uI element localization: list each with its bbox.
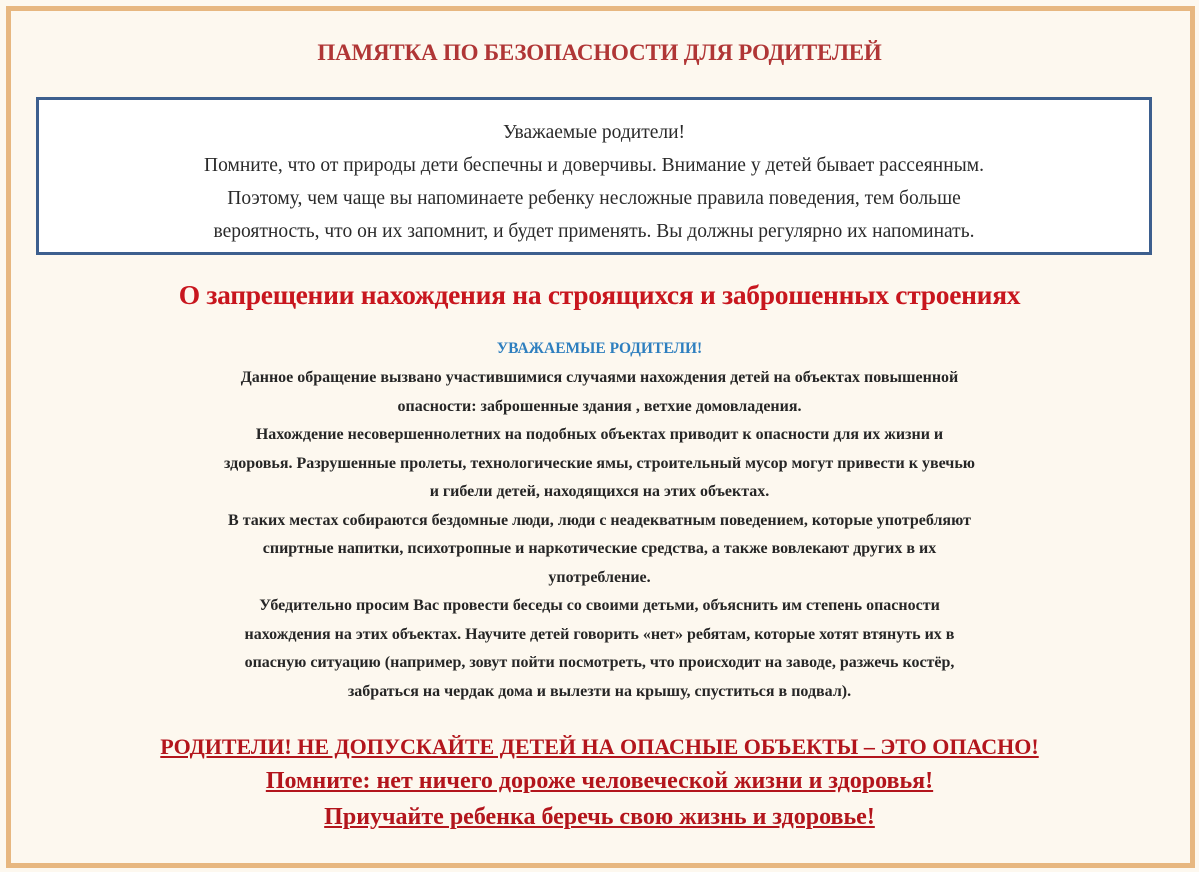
- body-line: Данное обращение вызвано участившимися случаями нахождения детей на объектах повышенной: [240, 369, 959, 386]
- section-title: О запрещении нахождения на строящихся и заброшенных строениях: [178, 279, 1021, 310]
- section-body: [0, 364, 1199, 706]
- body-line: забраться на чердак дома и вылезти на крышу, спуститься в подвал).: [347, 682, 852, 700]
- body-line: и гибели детей, находящихся на этих объектах.: [429, 483, 770, 500]
- body-line: опасности: заброшенные здания , ветхие домовладения.: [397, 397, 802, 415]
- body-line: здоровья. Разрушенные пролеты, технологические ямы, строительный мусор могут привести к увечью: [223, 454, 976, 472]
- intro-line: вероятность, что он их запомнит, и будет применять. Вы должны регулярно их напоминать.: [213, 221, 975, 242]
- warning-banner: РОДИТЕЛИ! НЕ ДОПУСКАЙТЕ ДЕТЕЙ НА ОПАСНЫЕ ОБЪЕКТЫ – ЭТО ОПАСНО!: [160, 734, 1039, 759]
- body-line: нахождения на этих объектах. Научите детей говорить «нет» ребятам, которые хотят втянуть их в: [244, 625, 955, 643]
- intro-line: Поэтому, чем чаще вы напоминаете ребенку несложные правила поведения, тем больше: [227, 188, 961, 209]
- body-line: Убедительно просим Вас провести беседы со своими детьми, объяснить им степень опасности: [259, 597, 940, 614]
- warning-advice: Приучайте ребенка беречь свою жизнь и здоровье!: [324, 804, 875, 830]
- page-title: ПАМЯТКА ПО БЕЗОПАСНОСТИ ДЛЯ РОДИТЕЛЕЙ: [317, 40, 882, 65]
- intro-greeting: Уважаемые родители!: [502, 122, 686, 143]
- intro-line: Помните, что от природы дети беспечны и доверчивы. Внимание у детей бывает рассеянным.: [204, 155, 984, 176]
- section-subheading: УВАЖАЕМЫЕ РОДИТЕЛИ!: [496, 340, 703, 357]
- intro-box: [36, 97, 1152, 255]
- body-line: Нахождение несовершеннолетних на подобных объектах приводит к опасности для их жизни и: [255, 426, 944, 443]
- body-line: спиртные напитки, психотропные и наркотические средства, а также вовлекают других в их: [262, 540, 937, 557]
- body-line: употребление.: [548, 568, 651, 586]
- body-line: В таких местах собираются бездомные люди, люди с неадекватным поведением, которые употребляют: [228, 511, 971, 529]
- body-line: опасную ситуацию (например, зовут пойти посмотреть, что происходит на заводе, разжечь костёр,: [244, 654, 955, 671]
- warning-reminder: Помните: нет ничего дороже человеческой жизни и здоровья!: [265, 768, 934, 794]
